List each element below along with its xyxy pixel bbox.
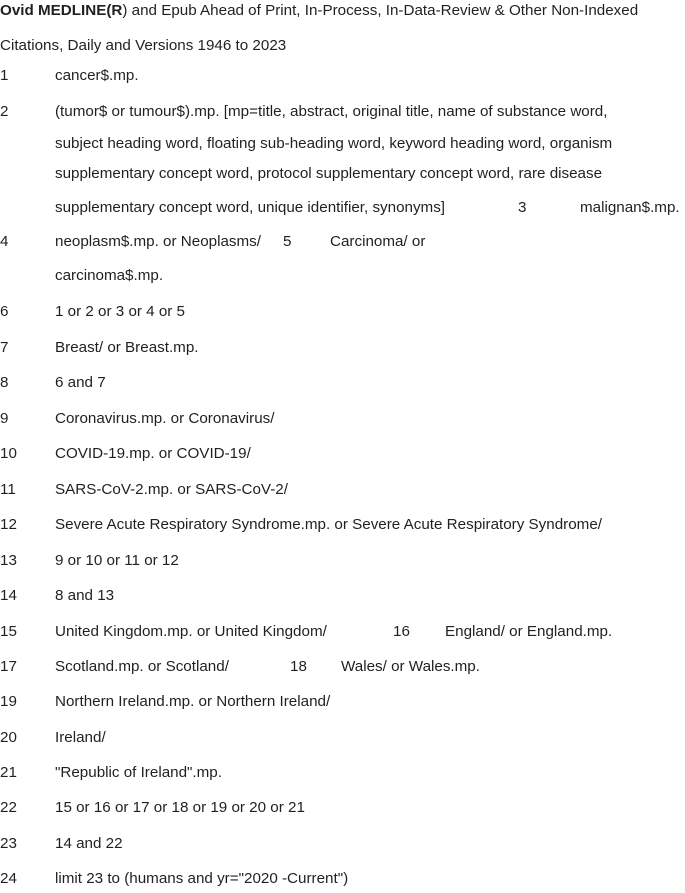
- line-number: 8: [0, 374, 9, 391]
- search-query: cancer$.mp.: [55, 67, 139, 84]
- search-query: SARS-CoV-2.mp. or SARS-CoV-2/: [55, 481, 288, 498]
- search-query: Scotland.mp. or Scotland/: [55, 658, 229, 675]
- search-query: 6 and 7: [55, 374, 106, 391]
- database-name: Ovid MEDLINE(R: [0, 2, 123, 19]
- line-number: 16: [393, 623, 410, 640]
- search-query: 1 or 2 or 3 or 4 or 5: [55, 303, 186, 320]
- search-query: 15 or 16 or 17 or 18 or 19 or 20 or 21: [55, 799, 305, 816]
- search-query-continuation: subject heading word, floating sub-heading word, keyword heading word, organism: [55, 135, 613, 152]
- search-query: (tumor$ or tumour$).mp. [mp=title, abstract, original title, name of substance word,: [55, 103, 608, 120]
- line-number: 18: [290, 658, 307, 675]
- database-description: ) and Epub Ahead of Print, In-Process, In-Data-Review & Other Non-Indexed: [122, 2, 639, 19]
- line-number: 7: [0, 339, 9, 356]
- line-number: 3: [518, 199, 527, 216]
- search-query: COVID-19.mp. or COVID-19/: [55, 445, 251, 462]
- database-title-line-1: [0, 1, 638, 21]
- line-number: 12: [0, 516, 17, 533]
- line-number: 6: [0, 303, 9, 320]
- line-number: 2: [0, 103, 9, 120]
- line-number: 9: [0, 410, 9, 427]
- line-number: 21: [0, 764, 17, 781]
- search-query: England/ or England.mp.: [445, 623, 613, 640]
- line-number: 11: [0, 481, 16, 498]
- line-number: 10: [0, 445, 17, 462]
- search-query: United Kingdom.mp. or United Kingdom/: [55, 623, 327, 640]
- search-query: 14 and 22: [55, 835, 123, 852]
- line-number: 14: [0, 587, 17, 604]
- line-number: 23: [0, 835, 17, 852]
- line-number: 24: [0, 870, 17, 887]
- search-query: Breast/ or Breast.mp.: [55, 339, 199, 356]
- search-query: "Republic of Ireland".mp.: [55, 764, 222, 781]
- search-query-continuation: carcinoma$.mp.: [55, 267, 164, 284]
- search-query: 9 or 10 or 11 or 12: [55, 552, 179, 569]
- line-number: 20: [0, 729, 17, 746]
- line-number: 22: [0, 799, 17, 816]
- line-number: 13: [0, 552, 17, 569]
- line-number: 19: [0, 693, 17, 710]
- search-query-continuation: supplementary concept word, protocol supplementary concept word, rare disease: [55, 165, 603, 182]
- line-number: 1: [0, 67, 9, 84]
- search-query: limit 23 to (humans and yr="2020 -Current"): [55, 870, 349, 887]
- search-query: Ireland/: [55, 729, 106, 746]
- line-number: 5: [283, 233, 292, 250]
- search-query: Wales/ or Wales.mp.: [341, 658, 480, 675]
- search-query: neoplasm$.mp. or Neoplasms/: [55, 233, 261, 250]
- database-title-line-2: Citations, Daily and Versions 1946 to 2023: [0, 37, 287, 54]
- line-number: 4: [0, 233, 9, 250]
- search-query: Severe Acute Respiratory Syndrome.mp. or Severe Acute Respiratory Syndrome/: [55, 516, 602, 533]
- search-query-continuation: supplementary concept word, unique identifier, synonyms]: [55, 199, 446, 216]
- line-number: 15: [0, 623, 17, 640]
- search-query: Carcinoma/ or: [330, 233, 426, 250]
- search-query: malignan$.mp.: [580, 199, 680, 216]
- line-number: 17: [0, 658, 17, 675]
- search-query: 8 and 13: [55, 587, 115, 604]
- search-query: Coronavirus.mp. or Coronavirus/: [55, 410, 275, 427]
- search-query: Northern Ireland.mp. or Northern Ireland/: [55, 693, 331, 710]
